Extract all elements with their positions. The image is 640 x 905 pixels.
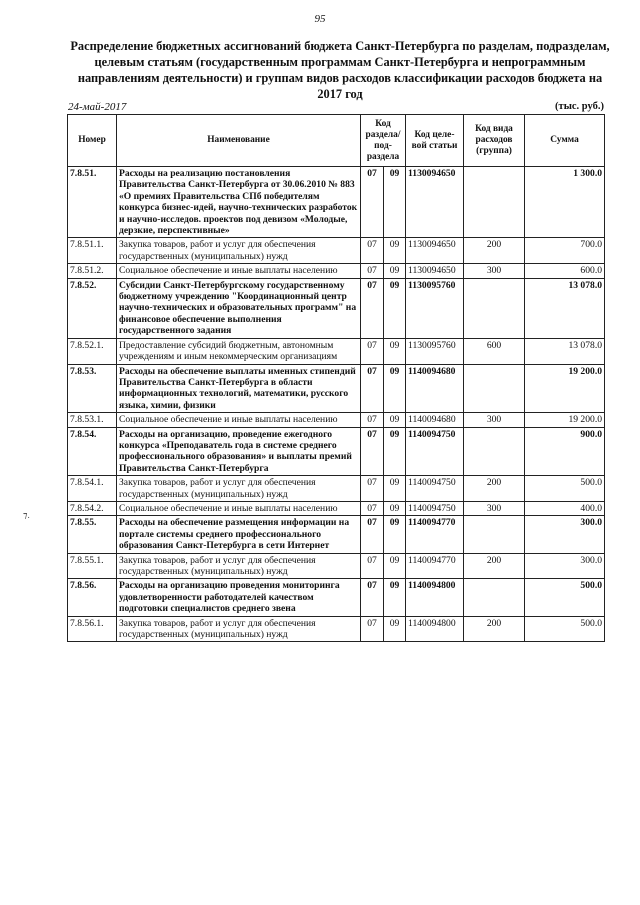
row-sum: 600.0 <box>525 264 605 278</box>
row-name: Социальное обеспечение и иные выплаты населению <box>117 413 361 427</box>
row-group <box>464 427 525 476</box>
header-name: Наименование <box>117 115 361 167</box>
row-group: 300 <box>464 413 525 427</box>
row-name: Расходы на организацию, проведение ежегодного конкурса «Преподаватель года в системе среднего профессионального образования» и выплаты премий Правительства Санкт-Петербурга <box>117 427 361 476</box>
row-group <box>464 579 525 616</box>
row-number: 7.8.53. <box>68 364 117 413</box>
table-row <box>68 413 605 427</box>
row-name: Социальное обеспечение и иные выплаты населению <box>117 501 361 515</box>
table-row <box>68 616 605 642</box>
row-section: 07 <box>361 553 384 579</box>
row-group <box>464 364 525 413</box>
header-article-code: Код целе-вой статьи <box>406 115 464 167</box>
row-article: 1140094770 <box>406 516 464 553</box>
table-row <box>68 278 605 338</box>
row-subsection: 09 <box>384 427 406 476</box>
row-number: 7.8.51.2. <box>68 264 117 278</box>
row-subsection: 09 <box>384 616 406 642</box>
row-group <box>464 278 525 338</box>
row-article: 1130094650 <box>406 167 464 238</box>
row-section: 07 <box>361 427 384 476</box>
row-number: 7.8.52. <box>68 278 117 338</box>
row-article: 1140094680 <box>406 413 464 427</box>
row-article: 1140094750 <box>406 501 464 515</box>
margin-mark: ⁊. <box>23 510 30 520</box>
row-sum: 300.0 <box>525 516 605 553</box>
row-subsection: 09 <box>384 338 406 364</box>
row-name: Расходы на организацию проведения мониторинга удовлетворенности работодателей качеством подготовки специалистов среднего звена <box>117 579 361 616</box>
row-section: 07 <box>361 476 384 502</box>
row-subsection: 09 <box>384 167 406 238</box>
row-subsection: 09 <box>384 364 406 413</box>
row-section: 07 <box>361 501 384 515</box>
table-row <box>68 167 605 238</box>
row-subsection: 09 <box>384 476 406 502</box>
row-sum: 13 078.0 <box>525 338 605 364</box>
row-group: 600 <box>464 338 525 364</box>
row-subsection: 09 <box>384 264 406 278</box>
row-sum: 700.0 <box>525 238 605 264</box>
row-sum: 19 200.0 <box>525 364 605 413</box>
units-label: (тыс. руб.) <box>555 101 604 112</box>
row-name: Закупка товаров, работ и услуг для обеспечения государственных (муниципальных) нужд <box>117 476 361 502</box>
row-article: 1130094650 <box>406 264 464 278</box>
header-sum: Сумма <box>525 115 605 167</box>
row-name: Расходы на обеспечение выплаты именных стипендий Правительства Санкт-Петербурга в области информационных технологий, математики, русского языка, химии, физики <box>117 364 361 413</box>
row-number: 7.8.52.1. <box>68 338 117 364</box>
row-group: 200 <box>464 238 525 264</box>
document-title: Распределение бюджетных ассигнований бюджета Санкт-Петербурга по разделам, подразделам, целевым статьям (государственным программам Санкт-Петербурга и непрограммным направлениям деятельности) и группам видов расходов классификации расходов бюджета на 2017 год <box>70 39 610 101</box>
row-number: 7.8.54.1. <box>68 476 117 502</box>
row-section: 07 <box>361 364 384 413</box>
row-group: 200 <box>464 616 525 642</box>
budget-table <box>67 114 605 642</box>
row-section: 07 <box>361 338 384 364</box>
row-group: 300 <box>464 264 525 278</box>
row-sum: 500.0 <box>525 476 605 502</box>
row-article: 1140094800 <box>406 616 464 642</box>
row-sum: 19 200.0 <box>525 413 605 427</box>
row-group: 200 <box>464 476 525 502</box>
row-section: 07 <box>361 264 384 278</box>
row-subsection: 09 <box>384 501 406 515</box>
row-article: 1140094750 <box>406 427 464 476</box>
row-number: 7.8.53.1. <box>68 413 117 427</box>
row-article: 1130095760 <box>406 278 464 338</box>
row-name: Закупка товаров, работ и услуг для обеспечения государственных (муниципальных) нужд <box>117 238 361 264</box>
table-row <box>68 427 605 476</box>
row-article: 1140094750 <box>406 476 464 502</box>
row-subsection: 09 <box>384 238 406 264</box>
row-name: Закупка товаров, работ и услуг для обеспечения государственных (муниципальных) нужд <box>117 616 361 642</box>
table-row <box>68 264 605 278</box>
row-name: Социальное обеспечение и иные выплаты населению <box>117 264 361 278</box>
row-article: 1140094680 <box>406 364 464 413</box>
row-subsection: 09 <box>384 413 406 427</box>
row-section: 07 <box>361 579 384 616</box>
row-name: Закупка товаров, работ и услуг для обеспечения государственных (муниципальных) нужд <box>117 553 361 579</box>
table-row <box>68 238 605 264</box>
row-article: 1130094650 <box>406 238 464 264</box>
table-row <box>68 476 605 502</box>
table-row <box>68 553 605 579</box>
row-name: Предоставление субсидий бюджетным, автономным учреждениям и иным некоммерческим организациям <box>117 338 361 364</box>
row-name: Расходы на реализацию постановления Правительства Санкт-Петербурга от 30.06.2010 № 883 «О премиях Правительства СПб победителям конкурса бизнес-идей, научно-технических разработок и научно-исследов. проектов под девизом «Молодые, дерзкие, перспективные» <box>117 167 361 238</box>
row-subsection: 09 <box>384 579 406 616</box>
row-sum: 400.0 <box>525 501 605 515</box>
row-number: 7.8.51. <box>68 167 117 238</box>
table-row <box>68 364 605 413</box>
row-section: 07 <box>361 238 384 264</box>
table-row <box>68 501 605 515</box>
row-sum: 1 300.0 <box>525 167 605 238</box>
row-sum: 900.0 <box>525 427 605 476</box>
row-name: Расходы на обеспечение размещения информации на порталe системы среднего профессионального образования Санкт-Петербурга в сети Интернет <box>117 516 361 553</box>
row-group: 300 <box>464 501 525 515</box>
row-section: 07 <box>361 167 384 238</box>
row-section: 07 <box>361 616 384 642</box>
row-section: 07 <box>361 278 384 338</box>
row-group <box>464 516 525 553</box>
row-article: 1130095760 <box>406 338 464 364</box>
header-section-code: Код раздела/ под-раздела <box>361 115 406 167</box>
row-name: Субсидии Санкт-Петербургскому государственному бюджетному учреждению "Координационный центр научно-технических и образовательных программ" на финансовое обеспечение выполнения государственного задания <box>117 278 361 338</box>
row-article: 1140094770 <box>406 553 464 579</box>
row-sum: 500.0 <box>525 579 605 616</box>
row-subsection: 09 <box>384 553 406 579</box>
row-sum: 13 078.0 <box>525 278 605 338</box>
row-section: 07 <box>361 413 384 427</box>
page-number: 95 <box>314 13 326 25</box>
row-number: 7.8.56.1. <box>68 616 117 642</box>
row-sum: 300.0 <box>525 553 605 579</box>
row-section: 07 <box>361 516 384 553</box>
header-number: Номер <box>68 115 117 167</box>
row-number: 7.8.56. <box>68 579 117 616</box>
row-group <box>464 167 525 238</box>
row-subsection: 09 <box>384 516 406 553</box>
row-number: 7.8.54.2. <box>68 501 117 515</box>
table-row <box>68 579 605 616</box>
table-row <box>68 338 605 364</box>
row-group: 200 <box>464 553 525 579</box>
header-group-code: Код вида расходов (группа) <box>464 115 525 167</box>
row-subsection: 09 <box>384 278 406 338</box>
row-number: 7.8.54. <box>68 427 117 476</box>
row-number: 7.8.55. <box>68 516 117 553</box>
row-number: 7.8.51.1. <box>68 238 117 264</box>
row-number: 7.8.55.1. <box>68 553 117 579</box>
row-sum: 500.0 <box>525 616 605 642</box>
document-date: 24-май-2017 <box>68 101 127 113</box>
row-article: 1140094800 <box>406 579 464 616</box>
table-body <box>68 167 605 642</box>
table-row <box>68 516 605 553</box>
